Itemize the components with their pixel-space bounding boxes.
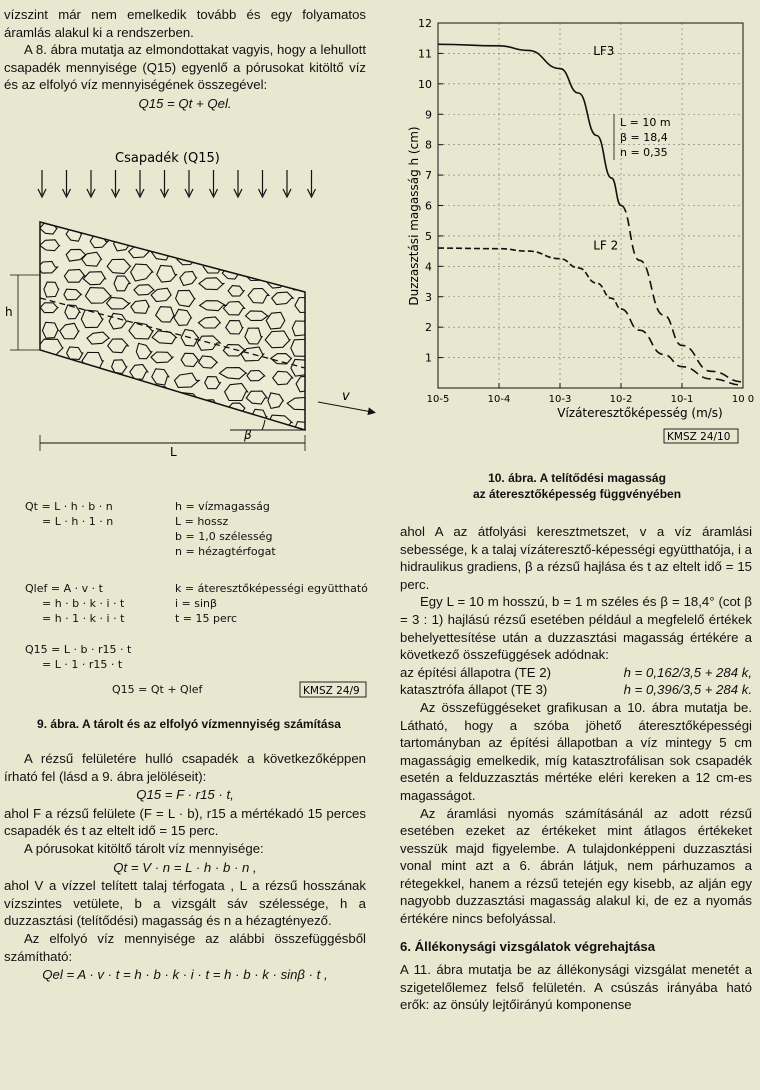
paragraph: A rézsű felületére hulló csapadék a következőképpen írható fel (lásd a 9. ábra jelöléseit): xyxy=(4,751,366,784)
formula-row xyxy=(400,664,752,682)
stone xyxy=(46,360,62,376)
figure-10-caption xyxy=(402,470,752,502)
left-bottom-text xyxy=(4,750,366,985)
paragraph: vízszint már nem emelkedik tovább és egy folyamatos áramlás alakul ki a rendszerben. xyxy=(4,7,366,40)
formula: = L · h · 1 · n xyxy=(42,515,114,528)
definition: i = sinβ xyxy=(175,597,218,610)
paragraph: Az elfolyó víz mennyisége az alábbi összefüggésből számítható: xyxy=(4,930,366,964)
paragraph: ahol V a vízzel telített talaj térfogata , L a rézsű hosszának vízszintes vetülete, b a vizsgált sáv szélessége, h a duzzasztási (telítődési) magasság és n a hézagtényező. xyxy=(4,878,366,929)
x-tick-label: 10-1 xyxy=(670,394,694,405)
series-line-1 xyxy=(438,44,621,205)
formula-block xyxy=(25,500,368,696)
y-tick-label: 10 xyxy=(418,77,432,91)
stone xyxy=(85,371,111,383)
x-tick-label: 10-5 xyxy=(426,394,450,405)
L-label: L xyxy=(170,445,177,459)
equation: Q15 = Qt + Qel. xyxy=(138,95,232,111)
h-label: h xyxy=(5,305,13,319)
formula: Q15 = L · b · r15 · t xyxy=(25,643,132,656)
paragraph: ahol F a rézsű felülete (F = L · b), r15 a mértékadó 15 perces csapadék és t az eltelt idő = 15 perc. xyxy=(4,805,366,839)
definition: n = hézagtérfogat xyxy=(175,545,276,558)
formula: = h · b · k · i · t xyxy=(42,597,125,610)
y-tick-label: 6 xyxy=(425,199,432,213)
annotation-line: β = 18,4 xyxy=(620,131,668,144)
y-tick-label: 5 xyxy=(425,229,432,243)
formula-row xyxy=(400,681,752,699)
formula: Q15 = Qt + Qlef xyxy=(112,683,203,696)
definition: b = 1,0 szélesség xyxy=(175,530,273,543)
series-label: LF 2 xyxy=(593,238,619,253)
figure-10-chart xyxy=(398,8,758,448)
y-axis-label: Duzzasztási magasság h (cm) xyxy=(407,126,421,306)
v-label: v xyxy=(342,389,350,404)
equation: Qt = V · n = L · h · b · n , xyxy=(113,859,257,875)
paragraph: Az áramlási nyomás számításánál az adott rézsű esetében ezeket az értékeket mint átlagos értékeket vesszük majd figyelembe. A tulajdonképpeni duzzasztási vonal mint azt a 6. ábrán látjuk, nem párhuzamos a rétegekkel, hanem a rézsű tetején egy kisebb, az alján egy nagyobb duzzasztási magasság alakul ki, de ez a nyomás értékére nincs befolyással. xyxy=(400,805,752,927)
definition: t = 15 perc xyxy=(175,612,238,625)
beta-label: β xyxy=(244,428,252,442)
paragraph: Az összefüggéseket grafikusan a 10. ábra mutatja be. Látható, hogy a szóba jöhető áteresztőképességi tartományban az építési állapotban a víz mintegy 5 cm magasságig emelkedik, míg katasztrofálisan sok csapadék esetén a felduzzasztás mértéke eléri kereken a 12 cm-es magasságot. xyxy=(400,699,752,803)
x-axis-label: Vízáteresztőképesség (m/s) xyxy=(557,406,723,420)
left-top-text xyxy=(4,6,366,114)
figure-code: KMSZ 24/9 xyxy=(303,685,360,697)
x-tick-label: 10-3 xyxy=(548,394,572,405)
y-tick-label: 7 xyxy=(425,169,432,183)
y-tick-label: 8 xyxy=(425,138,432,152)
slope-body xyxy=(40,222,305,430)
formula: = h · 1 · k · i · t xyxy=(42,612,125,625)
section-heading: 6. Állékonysági vizsgálatok végrehajtása xyxy=(400,938,656,954)
formula-label: katasztrófa állapot (TE 3) xyxy=(400,682,548,698)
y-tick-label: 4 xyxy=(425,260,432,274)
definition: k = áteresztőképességi együttható xyxy=(175,582,368,595)
annotation-line: L = 10 m xyxy=(620,116,671,129)
stone xyxy=(64,366,83,382)
figure-9-caption: 9. ábra. A tárolt és az elfolyó vízmennyiség számítása xyxy=(37,717,341,731)
equation: Q15 = F · r15 · t, xyxy=(136,787,234,803)
formula-label: az építési állapotra (TE 2) xyxy=(400,664,551,680)
x-tick-label: 10 0 xyxy=(731,394,755,405)
right-text xyxy=(400,523,752,1014)
y-tick-label: 2 xyxy=(425,321,432,335)
series-label: LF3 xyxy=(593,43,615,58)
paragraph: A pórusokat kitöltő tárolt víz mennyisége: xyxy=(24,840,264,856)
definition: L = hossz xyxy=(175,515,229,528)
figure-9 xyxy=(0,140,380,710)
formula: = L · 1 · r15 · t xyxy=(42,658,123,671)
figure-code: KMSZ 24/10 xyxy=(667,431,731,443)
formula: Qt = L · h · b · n xyxy=(25,500,113,513)
annotation-line: n = 0,35 xyxy=(620,146,668,159)
stone xyxy=(106,379,123,393)
y-tick-label: 12 xyxy=(418,17,432,30)
paragraph: A 8. ábra mutatja az elmondottakat vagyis, hogy a lehullott csapadék mennyisége (Q15) egyenlő a pórusokat kitöltő víz és az elfolyó víz mennyiségének összegével: xyxy=(4,42,366,93)
y-tick-label: 1 xyxy=(425,351,432,365)
x-tick-label: 10-4 xyxy=(487,394,511,405)
caption-line: 10. ábra. A telítődési magasság xyxy=(488,471,666,485)
paragraph: ahol A az átfolyási keresztmetszet, v a víz áramlási sebessége, k a talaj vízáteresztő-képességi együtthatója, i a hidraulikus gradiens, β a rézsű hajlása és t az eltelt idő = 15 perc. xyxy=(400,524,752,592)
formula: h = 0,396/3,5 + 284 k. xyxy=(623,682,752,698)
definition: h = vízmagasság xyxy=(175,500,270,513)
y-tick-label: 9 xyxy=(425,108,432,122)
caption-line: az áteresztőképesség függvényében xyxy=(472,487,682,501)
rain-arrows xyxy=(38,170,316,197)
y-tick-label: 11 xyxy=(418,47,432,61)
x-tick-label: 10-2 xyxy=(609,394,633,405)
y-tick-label: 3 xyxy=(425,290,432,304)
rain-label: Csapadék (Q15) xyxy=(115,151,220,166)
chart-annotation xyxy=(620,116,671,159)
equation: Qel = A · v · t = h · b · k · i · t = h · b · k · sinβ · t , xyxy=(42,967,328,983)
series-line-2 xyxy=(438,248,621,309)
paragraph: A 11. ábra mutatja be az állékonysági vizsgálat menetét a szigetelőlemez felső felületén. A csúszás irányába ható erők: az önsúly lejtőirányú komponense xyxy=(400,962,752,1013)
formula: h = 0,162/3,5 + 284 k, xyxy=(623,664,752,680)
formula: Qlef = A · v · t xyxy=(25,582,103,595)
paragraph: Egy L = 10 m hosszú, b = 1 m széles és β = 18,4° (cot β = 3 : 1) hajlású rézsű esetében például a megfelelő értékek behelyettesítése után a duzzasztási magasság értékére a következő összefüggések adódnak: xyxy=(400,594,752,663)
